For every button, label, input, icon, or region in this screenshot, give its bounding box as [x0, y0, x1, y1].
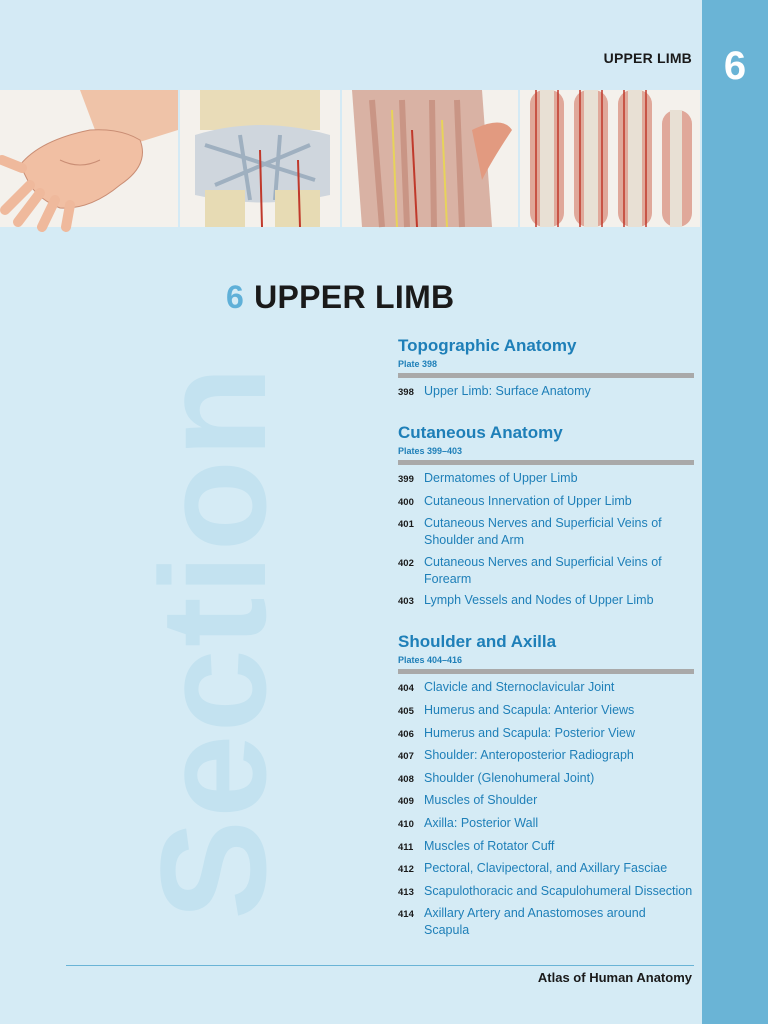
plate-title[interactable]: Dermatomes of Upper Limb — [424, 471, 578, 485]
section-watermark-text: Section — [129, 364, 297, 920]
toc-entry[interactable] — [398, 554, 694, 588]
section-plates: Plates 404–416 — [398, 655, 463, 666]
palm-dissection-image — [342, 90, 518, 227]
finger-tendons-image — [520, 90, 700, 227]
plate-title[interactable]: Lymph Vessels and Nodes of Upper Limb — [424, 593, 654, 608]
plate-number: 403 — [398, 596, 414, 608]
illustration-strip — [0, 90, 702, 227]
chapter-title-text: UPPER LIMB — [254, 279, 455, 315]
toc-entry[interactable] — [398, 725, 694, 743]
toc-entry[interactable] — [398, 905, 694, 939]
toc-entry[interactable] — [398, 493, 694, 511]
toc-entry[interactable] — [398, 515, 694, 549]
toc-entry[interactable] — [398, 792, 694, 810]
section-watermark — [129, 300, 297, 940]
chapter-number: 6 — [226, 279, 245, 315]
plate-title[interactable]: Axilla: Posterior Wall — [424, 815, 539, 830]
running-head: UPPER LIMB — [603, 50, 692, 66]
chapter-title — [226, 279, 454, 316]
plate-title[interactable]: Cutaneous Nerves and Superficial Veins of Forearm — [424, 554, 662, 586]
toc-entry[interactable] — [398, 679, 694, 697]
plate-number: 409 — [398, 796, 414, 808]
top-band — [0, 0, 702, 90]
section-divider — [398, 460, 694, 465]
plate-title[interactable]: Humerus and Scapula: Posterior View — [424, 725, 635, 740]
toc-entry[interactable] — [398, 815, 694, 833]
section-divider — [398, 373, 694, 378]
toc-entry[interactable] — [398, 770, 694, 788]
section-heading: Cutaneous Anatomy — [398, 423, 563, 442]
plate-title[interactable]: Clavicle and Sternoclavicular Joint — [424, 680, 615, 695]
section-heading: Shoulder and Axilla — [398, 632, 557, 652]
palm-surface-image — [0, 90, 178, 227]
toc-entry[interactable] — [398, 883, 694, 901]
chapter-tab-strip — [702, 0, 768, 1024]
plate-number: 400 — [398, 496, 414, 508]
plate-title[interactable]: Muscles of Shoulder — [424, 793, 538, 808]
toc-section-shoulder-axilla — [398, 632, 694, 939]
toc-entry[interactable] — [398, 592, 694, 610]
plate-number: 408 — [398, 773, 414, 785]
plate-title[interactable]: Muscles of Rotator Cuff — [424, 838, 555, 853]
plate-title[interactable]: Humerus and Scapula: Anterior Views — [424, 702, 635, 717]
plate-number: 399 — [398, 474, 414, 485]
wrist-ligaments-image — [180, 90, 340, 227]
plate-number: 411 — [398, 841, 414, 853]
footer-divider — [66, 965, 694, 966]
plate-title[interactable]: Upper Limb: Surface Anatomy — [424, 384, 591, 398]
toc-entry[interactable] — [398, 383, 694, 401]
footer-book-title: Atlas of Human Anatomy — [537, 970, 692, 985]
plate-title[interactable]: Cutaneous Innervation of Upper Limb — [424, 493, 632, 508]
section-plates: Plates 399–403 — [398, 446, 463, 456]
toc-section-cutaneous — [398, 423, 694, 610]
plate-number: 402 — [398, 557, 414, 569]
plate-number: 406 — [398, 728, 414, 740]
chapter-tab-number: 6 — [723, 44, 747, 88]
plate-title[interactable]: Cutaneous Nerves and Superficial Veins of Shoulder and Arm — [424, 516, 662, 548]
plate-title[interactable]: Axillary Artery and Anastomoses around Scapula — [424, 906, 646, 938]
plate-title[interactable]: Shoulder (Glenohumeral Joint) — [424, 770, 595, 785]
plate-title[interactable]: Pectoral, Clavipectoral, and Axillary Fasciae — [424, 861, 668, 876]
plate-number: 405 — [398, 705, 414, 717]
toc-entry[interactable] — [398, 747, 694, 765]
plate-number: 413 — [398, 886, 414, 898]
table-of-contents — [398, 336, 694, 944]
plate-title[interactable]: Shoulder: Anteroposterior Radiograph — [424, 748, 634, 763]
section-heading: Topographic Anatomy — [398, 336, 577, 355]
toc-entry[interactable] — [398, 470, 694, 488]
section-plates: Plate 398 — [398, 359, 438, 369]
plate-title[interactable]: Scapulothoracic and Scapulohumeral Dissection — [424, 883, 693, 898]
plate-number: 414 — [398, 909, 414, 921]
plate-number: 404 — [398, 683, 414, 695]
toc-entry[interactable] — [398, 860, 694, 878]
toc-entry[interactable] — [398, 838, 694, 856]
toc-section-topographic — [398, 336, 694, 401]
plate-number: 398 — [398, 387, 414, 398]
plate-number: 407 — [398, 751, 414, 763]
plate-number: 410 — [398, 818, 414, 830]
plate-number: 401 — [398, 519, 414, 531]
plate-number: 412 — [398, 864, 414, 876]
toc-entry[interactable] — [398, 702, 694, 720]
section-divider — [398, 669, 694, 674]
